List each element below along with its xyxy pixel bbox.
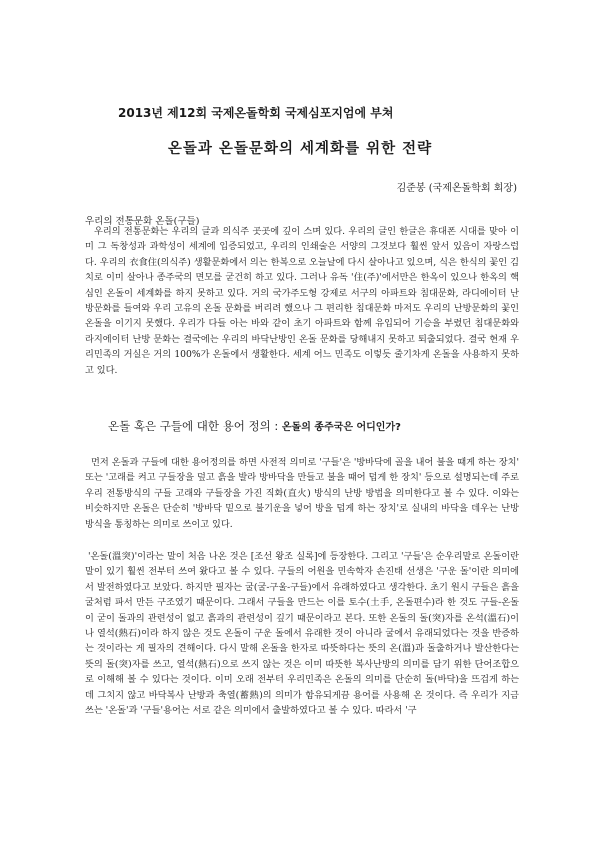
symposium-header: 2013년 제12회 국제온돌학회 국제심포지엄에 부쳐 (118, 106, 394, 120)
page-title: 온돌과 온돌문화의 세계화를 위한 전략 (167, 141, 433, 157)
paragraph: 먼저 온돌과 구들에 대한 용어정의를 하면 사전적 의미로 '구들'은 '방바닥에 골을 내어 불을 때게 하는 장치' 또는 '고래를 켜고 구들장을 덮고 흙을 발라 방바닥을 만들고 불을 때어 덥게 한 장치' 등으로 설명되는데 주로 우리 전통방식의 구들 고래와 구들장을 가진 직화(直火) 방식의 난방 방법을 의미한다고 볼 수 있다. 이와는 비슷하지만 온돌은 단순히 '방바닥 밑으로 불기운을 넣어 방을 덥게 하는 장치'로 실내의 바닥을 데우는 난방방식을 통칭하는 의미로 쓰이고 있다. (85, 457, 519, 530)
section1-body (85, 224, 519, 378)
section-heading-term-definition (108, 418, 401, 434)
heading-bold-question: 온돌의 종주국은 어디인가? (281, 422, 401, 433)
heading-prefix: 온돌 혹은 구들에 대한 용어 정의 : (108, 419, 282, 433)
section2-body-1 (85, 455, 519, 532)
paragraph: 우리의 전통문화는 우리의 글과 의식주 곳곳에 깊이 스며 있다. 우리의 글인 한글은 휴대폰 시대를 맞아 이미 그 독창성과 과학성이 세계에 입증되었고, 우리의 인쇄술은 서양의 그것보다 훨씬 앞서 있음이 자랑스럽다. 우리의 衣食住(의식주) 생활문화에서 의는 한복으로 오늘날에 다시 살아나고 있으며, 식은 한식의 꽃인 김치로 이미 살아나 종주국의 면모를 굳건히 하고 있다. 그러나 유독 '住(주)'에서만은 한옥이 있으나 한옥의 핵심인 온돌이 세계화를 하지 못하고 있다. 거의 국가주도형 강제로 서구의 아파트와 침대문화, 라디에이터 난방문화를 들여와 우리 고유의 온돌 문화를 버리려 했으나 그 편리한 침대문화 마저도 우리의 난방문화의 꽃인 온돌을 이기지 못했다. 우리가 다들 아는 바와 같이 초기 아파트와 함께 유입되어 기승을 부렸던 침대문화와 라지에이터 난방 문화는 결국에는 우리의 바닥난방인 온돌 문화를 당해내지 못하고 퇴출되었다. 결국 현재 우리민족의 거실은 거의 100%가 온돌에서 생활한다. 세계 어느 민족도 이렇듯 줄기차게 온돌을 사용하지 못하고 있다. (85, 226, 519, 376)
section-heading-traditional-culture: 우리의 전통문화 온돌(구들) (85, 216, 200, 227)
author-line: 김준봉 (국제온돌학회 회장) (396, 183, 517, 194)
paragraph: '온돌(溫突)'이라는 말이 처음 나온 것은 [조선 왕조 실록]에 등장한다. 그리고 '구들'은 순우리말로 온돌이란 말이 있기 훨씬 전부터 쓰여 왔다고 볼 수 있다. 구들의 어원을 민속학자 손진태 선생은 '구운 돌'이란 의미에서 발전하였다고 보았다. 하지만 필자는 굴(굴-구울-구들)에서 유래하였다고 생각한다. 초기 원시 구들은 흙을 굴처럼 파서 만든 구조였기 때문이다. 그래서 구들을 만드는 이를 토수(土手, 온돌편수)라 한 것도 구들-온돌이 굳이 돌과의 관련성이 없고 흙과의 관련성이 깊기 때문이라고 본다. 또한 온돌의 돌(突)자를 온석(溫石)이나 열석(熱石)이라 하지 않은 것도 온돌이 구운 돌에서 유래한 것이 아니라 굴에서 유래되었다는 것을 반증하는 것이라는 게 필자의 견해이다. 다시 말해 온돌을 한자로 따뜻하다는 뜻의 온(溫)과 돌출하거나 발산한다는 뜻의 돌(突)자를 쓰고, 열석(熱石)으로 쓰지 않는 것은 이미 따뜻한 복사난방의 의미를 담기 위한 단어조합으로 이해해 볼 수 있다는 것이다. 이미 오래 전부터 우리민족은 온돌의 의미를 단순히 돌(바닥)을 뜨겁게 하는 데 그치지 않고 바닥복사 난방과 축열(蓄熱)의 의미가 함유되게끔 용어를 사용해 온 것이다. 즉 우리가 지금 쓰는 '온돌'과 '구들'용어는 서로 같은 의미에서 출발하였다고 볼 수 있다. 따라서 '구 (85, 551, 519, 717)
section2-body-2 (85, 549, 519, 718)
